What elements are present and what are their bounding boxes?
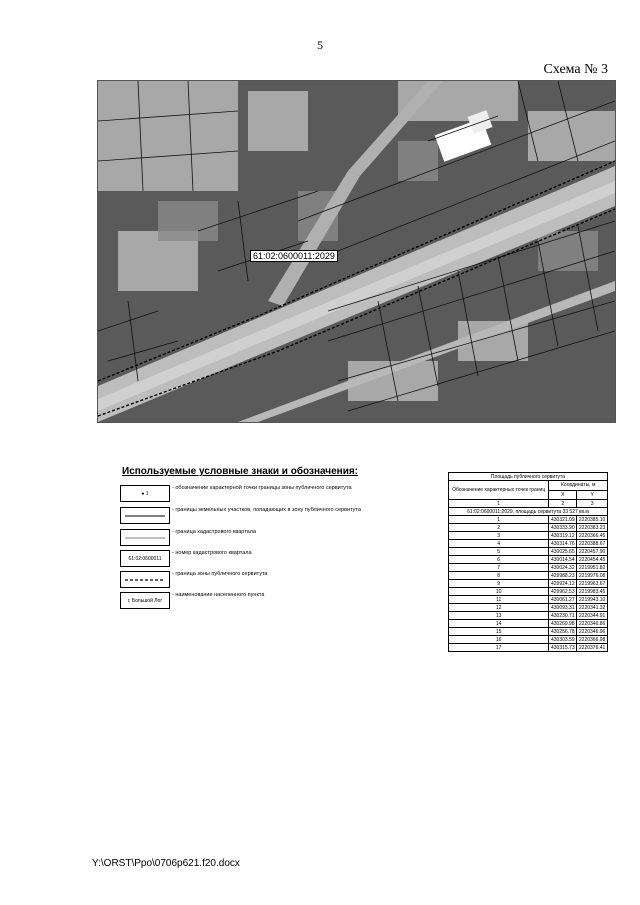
legend-title: Используемые условные знаки и обозначения: [122, 466, 359, 477]
table-row [449, 636, 608, 644]
y-coordinate-cell: 2220454.45 [577, 556, 608, 564]
y-coordinate-cell: 2220457.90 [577, 548, 608, 556]
y-coordinate-cell: 2220341.32 [577, 604, 608, 612]
map-drawing [98, 81, 615, 422]
x-coordinate-cell: 429988.23 [549, 572, 577, 580]
x-coordinate-cell: 430303.59 [549, 636, 577, 644]
table-row [449, 564, 608, 572]
legend-symbol-parcel-border [120, 507, 170, 524]
legend-item [120, 592, 430, 612]
x-coordinate-cell: 430025.65 [549, 548, 577, 556]
x-coordinate-cell: 429962.53 [549, 588, 577, 596]
x-coordinate-cell: 430333.90 [549, 524, 577, 532]
legend-symbol-quarter-number: 61:02:0600011 [120, 550, 170, 567]
point-number-cell: 9 [449, 580, 549, 588]
coordinates-table [448, 472, 608, 652]
table-row [449, 548, 608, 556]
table-row [449, 620, 608, 628]
y-coordinate-cell: 2220346.86 [577, 620, 608, 628]
x-coordinate-cell: 430024.32 [549, 564, 577, 572]
col-header-point: Обозначение характерных точек границ [449, 481, 549, 500]
table-row [449, 532, 608, 540]
x-coordinate-cell: 430321.09 [549, 516, 577, 524]
y-coordinate-cell: 2220383.23 [577, 524, 608, 532]
col-number: 1 [449, 500, 549, 508]
x-coordinate-cell: 430093.31 [549, 604, 577, 612]
x-coordinate-cell: 429924.12 [549, 580, 577, 588]
legend-item [120, 485, 430, 505]
legend-description: - номер кадастрового квартала [172, 550, 252, 556]
table-row [449, 524, 608, 532]
schema-title: Схема № 3 [543, 62, 608, 77]
y-coordinate-cell: 2220388.67 [577, 540, 608, 548]
legend-item [120, 550, 430, 570]
legend-item [120, 507, 430, 527]
legend-item [120, 529, 430, 549]
page-number: 5 [317, 38, 323, 52]
y-coordinate-cell: 2220385.10 [577, 516, 608, 524]
legend-item [120, 571, 430, 591]
y-coordinate-cell: 2219983.45 [577, 588, 608, 596]
col-number: 3 [577, 500, 608, 508]
table-row [449, 612, 608, 620]
table-row [449, 516, 608, 524]
col-header-x: X [549, 490, 577, 500]
point-number-cell: 12 [449, 604, 549, 612]
legend-symbol-point: ● 1 [120, 485, 170, 502]
point-number-cell: 8 [449, 572, 549, 580]
legend-description: - граница зоны публичного сервитута [172, 571, 268, 577]
table-row [449, 588, 608, 596]
point-number-cell: 15 [449, 628, 549, 636]
legend-symbol-settlement-name: г. Большой Лог [120, 592, 170, 609]
table-row [449, 604, 608, 612]
legend-symbol-quarter-border [120, 529, 170, 546]
x-coordinate-cell: 430256.78 [549, 628, 577, 636]
x-coordinate-cell: 430061.27 [549, 596, 577, 604]
point-number-cell: 1 [449, 516, 549, 524]
table-row [449, 596, 608, 604]
y-coordinate-cell: 2220346.96 [577, 628, 608, 636]
y-coordinate-cell: 2220376.41 [577, 644, 608, 652]
col-header-coords: Координаты, м [549, 481, 608, 491]
legend-description: - граница кадастрового квартала [172, 529, 257, 535]
legend-description: - наименование населенного пункта [172, 592, 265, 598]
point-number-cell: 3 [449, 532, 549, 540]
x-coordinate-cell: 430315.73 [549, 644, 577, 652]
table-row [449, 580, 608, 588]
table-row [449, 644, 608, 652]
point-number-cell: 17 [449, 644, 549, 652]
x-coordinate-cell: 430269.98 [549, 620, 577, 628]
table-row [449, 556, 608, 564]
x-coordinate-cell: 430014.54 [549, 556, 577, 564]
legend-description: - границы земельных участков, попадающих в зону публичного сервитута [172, 507, 361, 513]
point-number-cell: 4 [449, 540, 549, 548]
col-header-y: Y [577, 490, 608, 500]
point-number-cell: 14 [449, 620, 549, 628]
y-coordinate-cell: 2219951.82 [577, 564, 608, 572]
cadastral-number-label: 61:02:0600011:2029 [250, 250, 338, 262]
y-coordinate-cell: 2220344.91 [577, 612, 608, 620]
point-number-cell: 13 [449, 612, 549, 620]
point-number-cell: 6 [449, 556, 549, 564]
point-number-cell: 7 [449, 564, 549, 572]
y-coordinate-cell: 2219976.08 [577, 572, 608, 580]
legend-description: - обозначение характерной точки границы зоны публичного сервитута [172, 485, 352, 491]
x-coordinate-cell: 430230.71 [549, 612, 577, 620]
y-coordinate-cell: 2220366.45 [577, 532, 608, 540]
y-coordinate-cell: 2220366.98 [577, 636, 608, 644]
x-coordinate-cell: 430314.76 [549, 540, 577, 548]
point-number-cell: 5 [449, 548, 549, 556]
table-row [449, 628, 608, 636]
table-title: Площадь публичного сервитута [449, 473, 608, 481]
y-coordinate-cell: 2219963.67 [577, 580, 608, 588]
cadastral-map [97, 80, 616, 423]
x-coordinate-cell: 430319.12 [549, 532, 577, 540]
y-coordinate-cell: 2219943.10 [577, 596, 608, 604]
file-path-footer: Y:\ORST\Ppo\0706p621.f20.docx [92, 858, 240, 869]
point-number-cell: 16 [449, 636, 549, 644]
point-number-cell: 10 [449, 588, 549, 596]
legend-symbol-servitude-border [120, 571, 170, 588]
table-row [449, 572, 608, 580]
point-number-cell: 2 [449, 524, 549, 532]
section-row: 61:02:0600011:2029, площадь сервитута 33 527 кв.м [449, 508, 608, 516]
point-number-cell: 11 [449, 596, 549, 604]
table-row [449, 540, 608, 548]
col-number: 2 [549, 500, 577, 508]
